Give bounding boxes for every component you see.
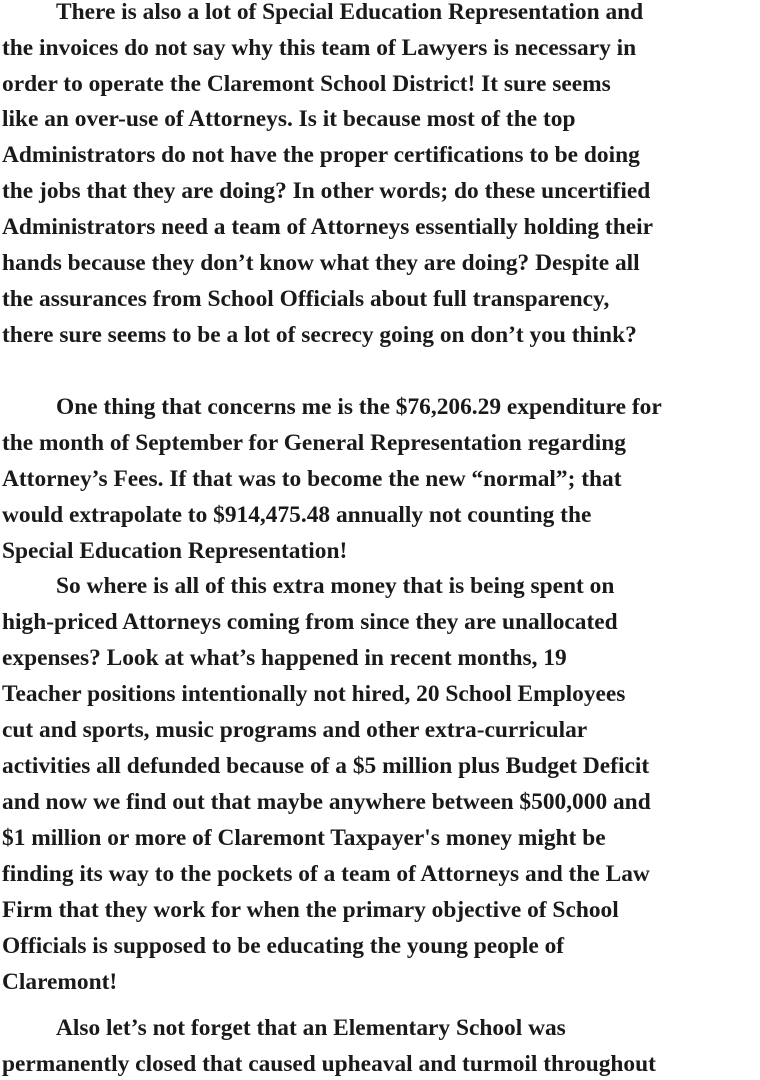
text-line: expenses? Look at what’s happened in recent months, 19	[2, 645, 567, 671]
text-line: $1 million or more of Claremont Taxpayer's money might be	[2, 825, 606, 851]
text-line: There is also a lot of Special Education Representation and	[56, 0, 644, 25]
text-line: would extrapolate to $914,475.48 annually not counting the	[2, 502, 592, 528]
text-line: the month of September for General Representation regarding	[2, 430, 626, 456]
text-line: cut and sports, music programs and other extra-curricular	[2, 717, 588, 743]
text-line: One thing that concerns me is the $76,206.29 expenditure for	[56, 394, 662, 420]
text-line: Firm that they work for when the primary objective of School	[2, 897, 619, 923]
text-line: activities all defunded because of a $5 million plus Budget Deficit	[2, 753, 650, 779]
text-line: Officials is supposed to be educating the young people of	[2, 933, 565, 959]
text-line: Administrators do not have the proper certifications to be doing	[2, 142, 640, 168]
text-line: Teacher positions intentionally not hired, 20 School Employees	[2, 681, 626, 707]
text-line: Attorney’s Fees. If that was to become the new “normal”; that	[2, 466, 622, 492]
text-line: Special Education Representation!	[2, 538, 348, 564]
text-line: high-priced Attorneys coming from since they are unallocated	[2, 609, 618, 635]
text-line: the invoices do not say why this team of Lawyers is necessary in	[2, 35, 637, 61]
text-line: So where is all of this extra money that is being spent on	[56, 573, 615, 599]
text-line: Administrators need a team of Attorneys essentially holding their	[2, 214, 653, 240]
text-line: finding its way to the pockets of a team of Attorneys and the Law	[2, 861, 650, 887]
text-line: permanently closed that caused upheaval and turmoil throughout	[2, 1051, 656, 1077]
text-line: order to operate the Claremont School District! It sure seems	[2, 71, 611, 97]
text-line: Claremont!	[2, 969, 118, 995]
text-line: hands because they don’t know what they are doing? Despite all	[2, 250, 640, 276]
text-line: there sure seems to be a lot of secrecy going on don’t you think?	[2, 322, 637, 348]
text-line: the jobs that they are doing? In other words; do these uncertified	[2, 178, 651, 204]
text-line: the assurances from School Officials about full transparency,	[2, 286, 610, 312]
text-line: and now we find out that maybe anywhere between $500,000 and	[2, 789, 651, 815]
text-line: like an over-use of Attorneys. Is it because most of the top	[2, 106, 576, 132]
text-line: Also let’s not forget that an Elementary School was	[56, 1015, 566, 1041]
